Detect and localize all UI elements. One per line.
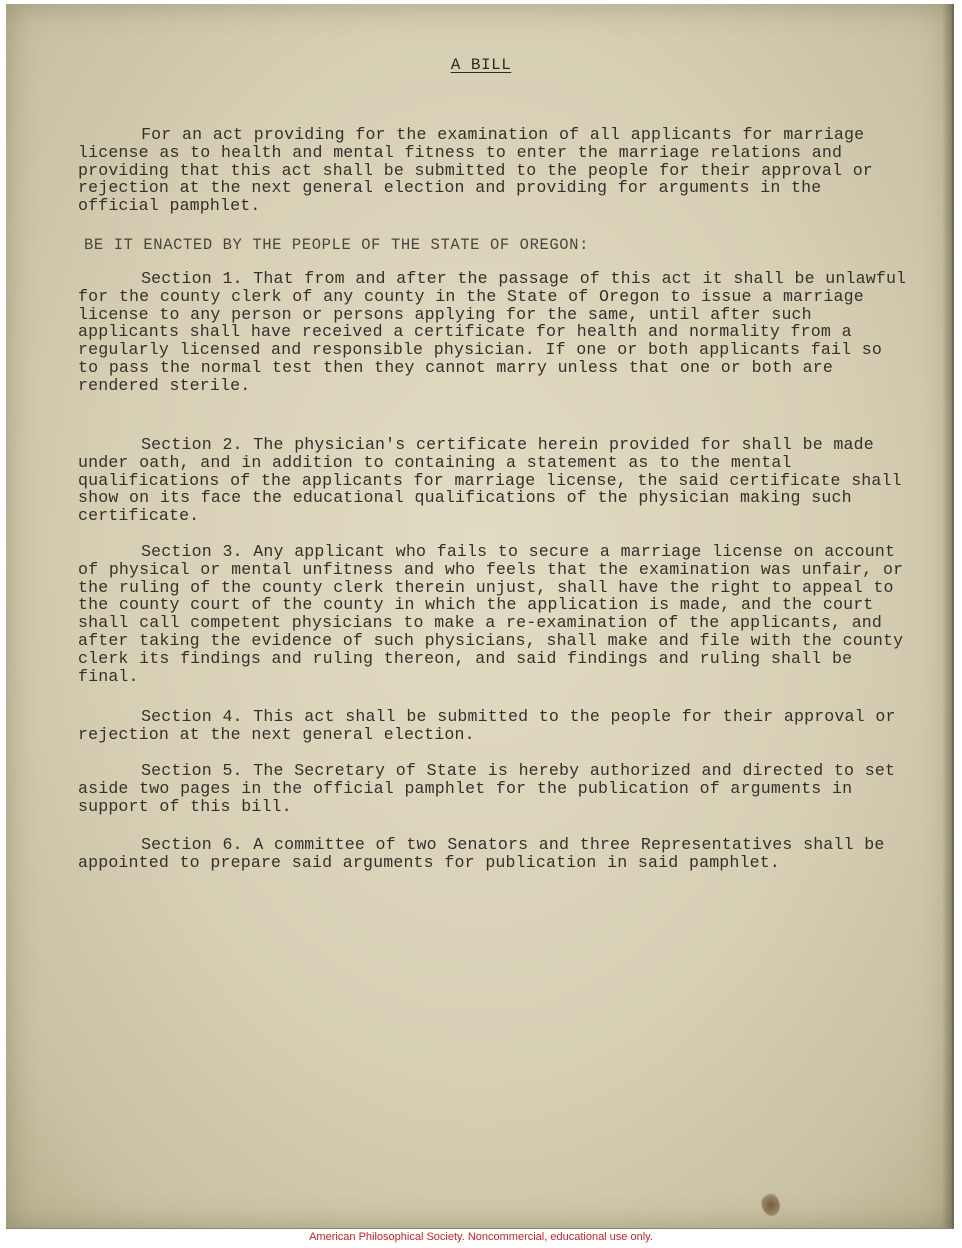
section-4-paragraph: Section 4. This act shall be submitted to the people for their approval or rejection at the next general election. [78,707,896,744]
enacting-clause: BE IT ENACTED BY THE PEOPLE OF THE STATE OF OREGON: [84,236,589,254]
paper-edge-shadow [942,4,952,1228]
preamble-paragraph: For an act providing for the examination of all applicants for marriage license as to health and mental fitness to enter the marriage relations and providing that this act shall be submitted to the people for their approval or rejection at the next general election and providing for arguments in the official pamphlet. [78,125,873,216]
section-6-paragraph: Section 6. A committee of two Senators and three Representatives shall be appointed to prepare said arguments for publication in said pamphlet. [78,835,885,872]
archive-credit-footer: American Philosophical Society. Noncommercial, educational use only. [309,1231,653,1243]
section-3-paragraph: Section 3. Any applicant who fails to secure a marriage license on account of physical or mental unfitness and who feels that the examination was unfair, or the ruling of the county clerk therein unjust, shall have the right to appeal to the county court of the county in which the application is made, and the court shall call competent physicians to make a re-examination of the applicants, and after taking the evidence of such physicians, shall make and file with the county clerk its findings and ruling thereon, and said findings and ruling shall be final. [78,542,904,686]
document-title: A BILL [450,56,512,74]
section-1-paragraph: Section 1. That from and after the passage of this act it shall be unlawful for the county clerk of any county in the State of Oregon to issue a marriage license to any person or persons applying for the same, until after such applicants shall have received a certificate for health and normality from a regularly licensed and responsible physician. If one or both applicants fail so to pass the normal test then they cannot marry unless that one or both are rendered sterile. [78,269,907,395]
section-2-paragraph: Section 2. The physician's certificate herein provided for shall be made under oath, and in addition to containing a statement as to the mental qualifications of the applicants for marriage license, the said certificate shall show on its face the educational qualifications of the physician making such certificate. [78,435,902,526]
section-5-paragraph: Section 5. The Secretary of State is hereby authorized and directed to set aside two pages in the official pamphlet for the publication of arguments in support of this bill. [78,761,896,816]
